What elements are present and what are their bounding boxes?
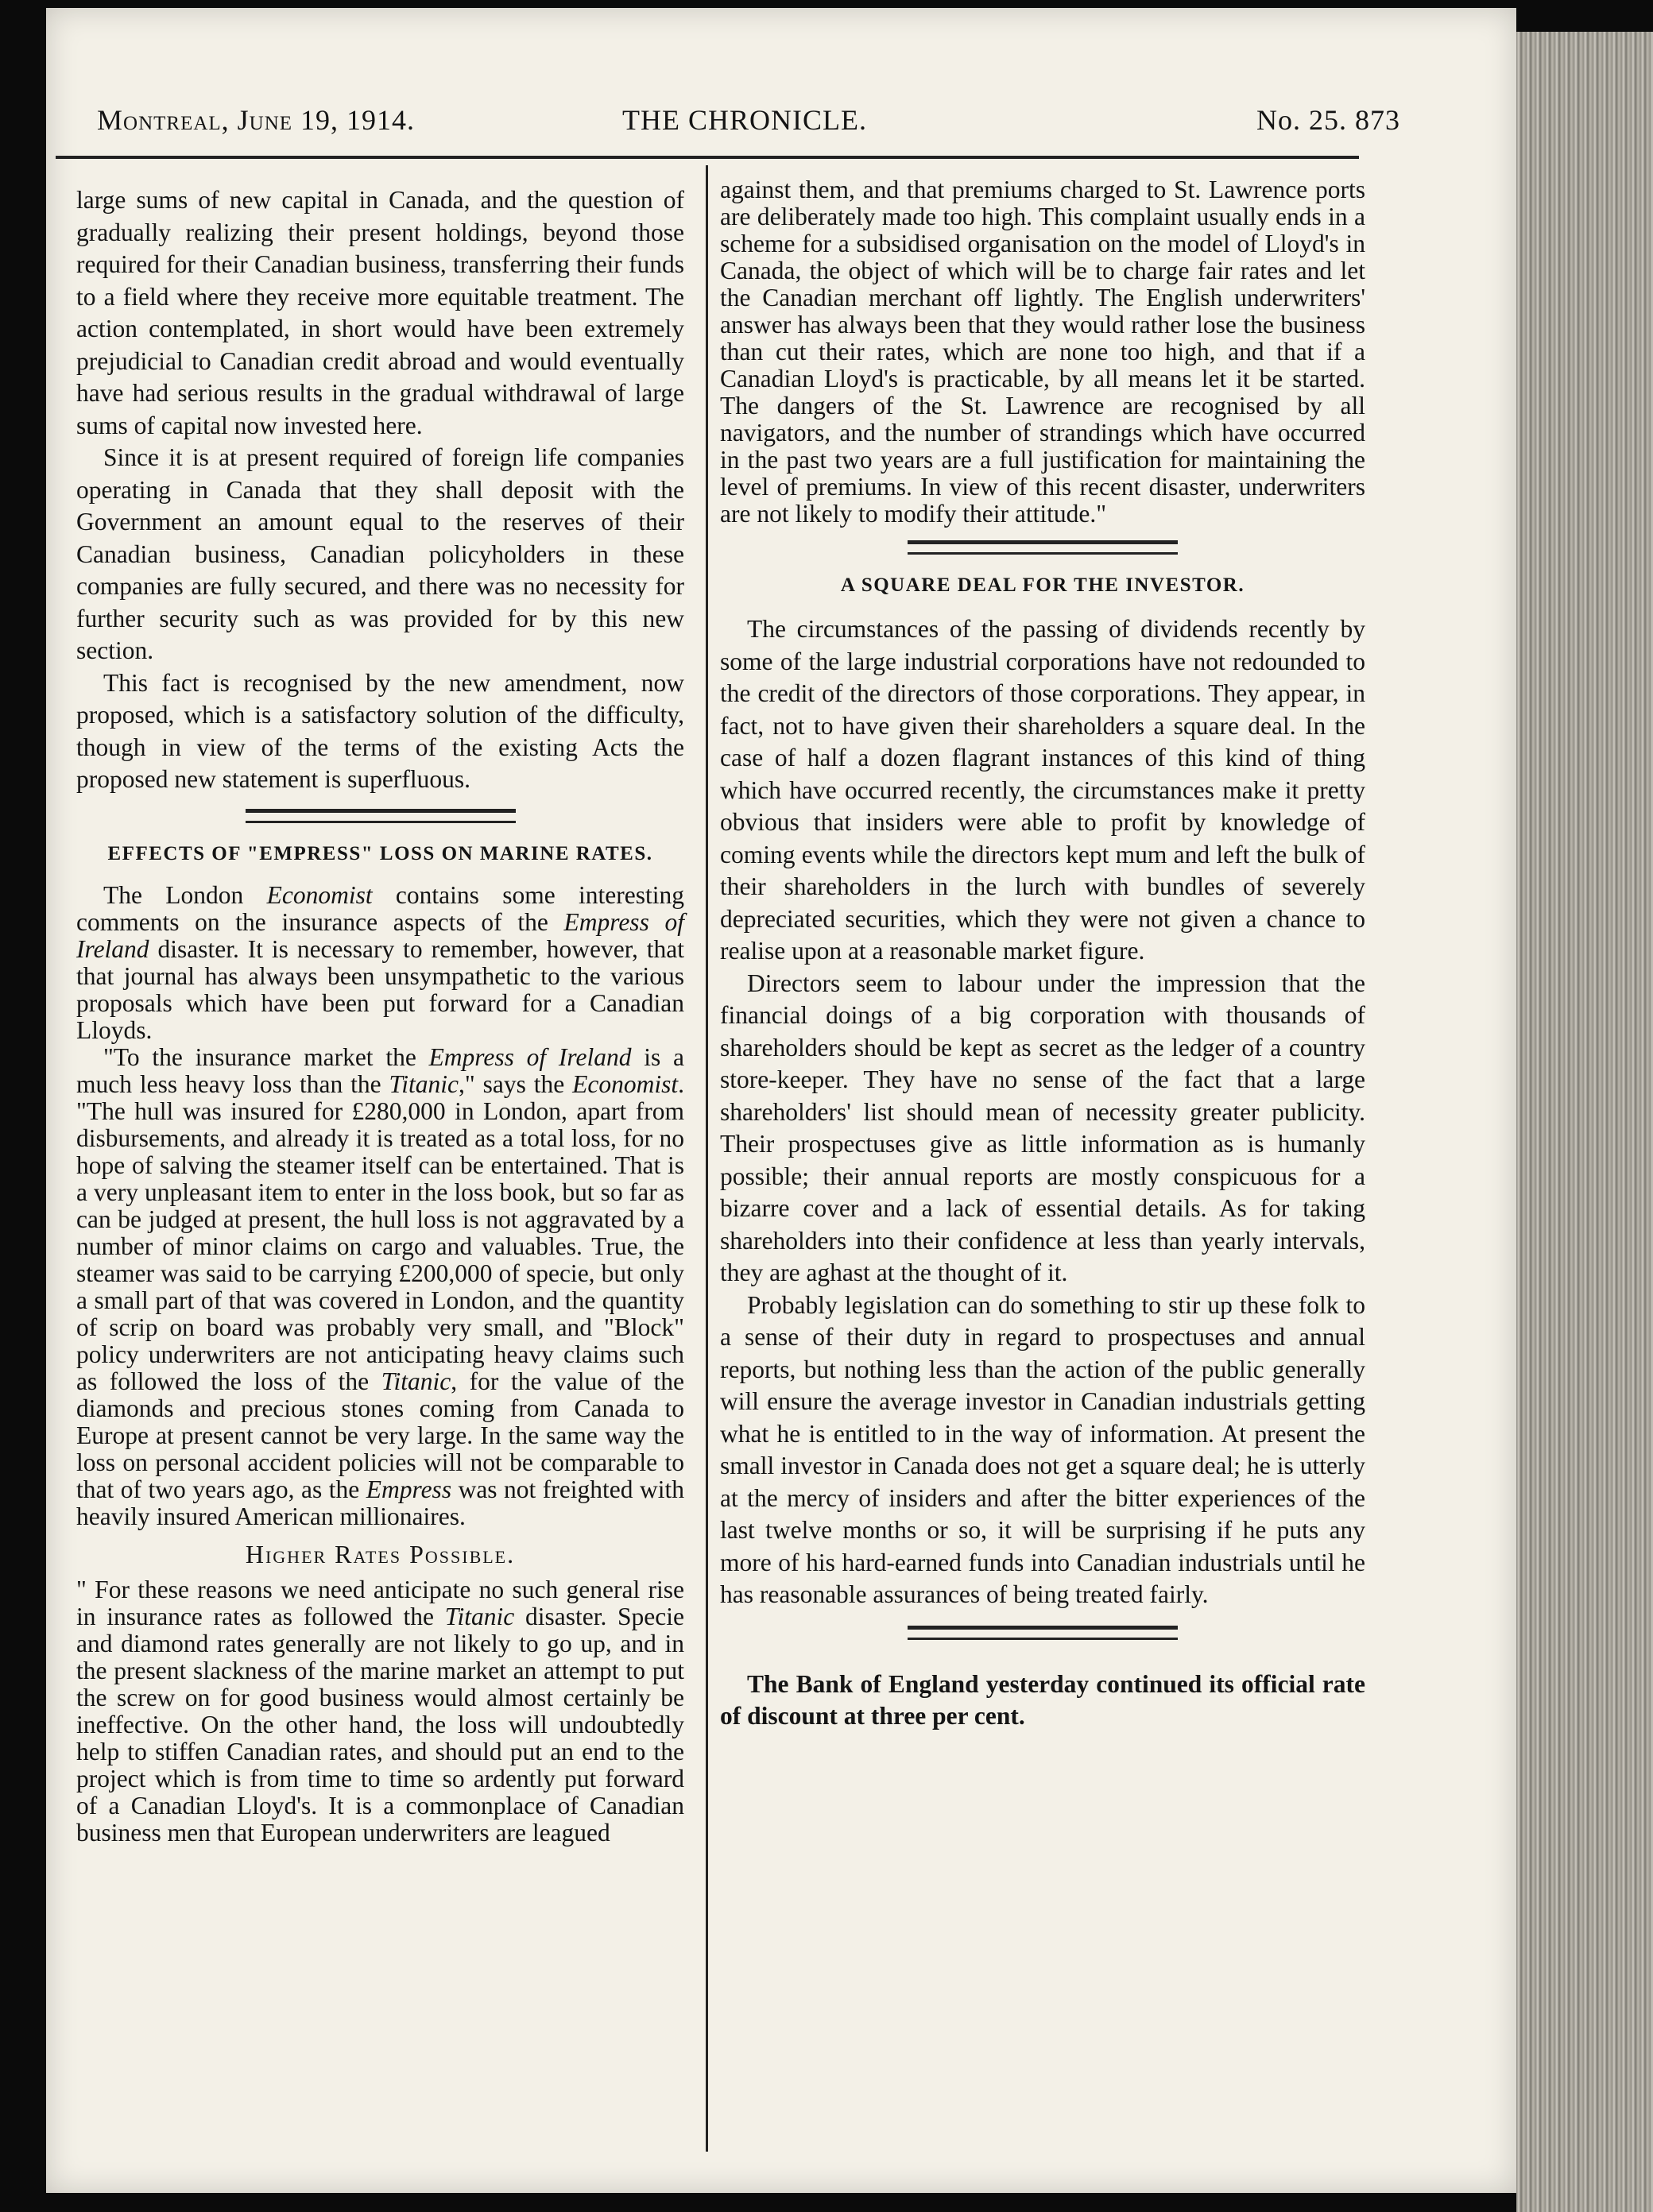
right-column: [720, 176, 1365, 1733]
section-rule-right: [908, 540, 1178, 555]
right-paragraph-1: against them, and that premiums charged to St. Lawrence ports are deliberately made too high. This complaint usually ends in a scheme for a subsidised organisation on the model of Lloyd's in Canada, the object of which will be to charge fair rates and let the Canadian merchant off lightly. The English underwriters' answer has always been that they would rather lose the business than cut their rates, which are none too high, and that if a Canadian Lloyd's is practicable, by all means let it be started. The dangers of the St. Lawrence are recognised by all navigators, and the number of strandings which have occurred in the past two years are a full justification for maintaining the level of premiums. In view of this recent disaster, underwriters are not likely to modify their attitude.": [720, 176, 1365, 528]
left-paragraph-6: " For these reasons we need anticipate no such general rise in insurance rates as followed the Titanic disaster. Specie and diamond rates generally are not likely to go up, and in the present slackness of the marine market an attempt to put the screw on for good business would almost certainly be ineffective. On the other hand, the loss will undoubtedly help to stiffen Canadian rates, and should put an end to the project which is from time to time so ardently put forward of a Canadian Lloyd's. It is a commonplace of Canadian business men that European underwriters are leagued: [76, 1576, 685, 1847]
column-divider: [706, 165, 708, 2152]
page-header: [97, 103, 1400, 138]
left-paragraph-5: "To the insurance market the Empress of Ireland is a much less heavy loss than the Titanic," says the Economist. "The hull was insured for £280,000 in London, apart from disbursements, and already it is treated as a total loss, for no hope of salving the steamer itself can be entertained. That is a very unpleasant item to enter in the loss book, but so far as can be judged at present, the hull loss is not aggravated by a number of minor claims on cargo and valuables. True, the steamer was said to be carrying £200,000 of specie, but only a small part of that was covered in London, and the quantity of scrip on board was probably very small, and "Block" policy underwriters are not anticipating heavy claims such as followed the loss of the Titanic, for the value of the diamonds and precious stones coming from Canada to Europe at present cannot be very large. In the same way the loss on personal accident policies will not be comparable to that of two years ago, as the Empress was not freighted with heavily insured American millionaires.: [76, 1042, 685, 1530]
left-paragraph-3: This fact is recognised by the new amendment, now proposed, which is a satisfactory solution of the difficulty, though in view of the terms of the existing Acts the proposed new statement is superfluous.: [76, 668, 684, 793]
header-rule: [56, 156, 1359, 159]
subheading-higher-rates: Higher Rates Possible.: [245, 1539, 516, 1568]
page-stack-edge: [1516, 32, 1653, 2212]
right-paragraph-2: The circumstances of the passing of dividends recently by some of the large industrial corporations have not redounded to the credit of the directors of those corporations. They appear, in fact, not to have given their shareholders a square deal. In the case of half a dozen flagrant instances of this kind of thing which have occurred recently, the circumstances make it pretty obvious that insiders were able to profit by knowledge of coming events while the directors kept mum and left the bulk of their shareholders in the lurch with bundles of severely depreciated securities, which they were not given a chance to realise upon at a reasonable market figure.: [720, 615, 1365, 965]
article-heading-empress: EFFECTS OF "EMPRESS" LOSS ON MARINE RATES.: [107, 842, 653, 864]
right-paragraph-5: The Bank of England yesterday continued its official rate of discount at three per cent.: [720, 1669, 1365, 1730]
left-paragraph-2: Since it is at present required of foreign life companies operating in Canada that they shall deposit with the Government an amount equal to the reserves of their Canadian business, Canadian policyholders in these companies are fully secured, and there was no necessity for further security such as was provided for by this new section.: [76, 443, 684, 664]
header-title: THE CHRONICLE.: [622, 104, 867, 136]
left-paragraph-1: large sums of new capital in Canada, and the question of gradually realizing their present holdings, beyond those required for their Canadian business, transferring their funds to a field where they receive more equitable treatment. The action contemplated, in short would have been extremely prejudicial to Canadian credit abroad and would eventually have had serious results in the gradual withdrawal of large sums of capital now invested here.: [76, 186, 684, 439]
left-paragraph-4: The London Economist contains some interesting comments on the insurance aspects of the Empress of Ireland disaster. It is necessary to remember, however, that that journal has always been unsympathetic to the various proposals which have been put forward for a Canadian Lloyds.: [76, 880, 684, 1044]
right-paragraph-4: Probably legislation can do something to stir up these folk to a sense of their duty in regard to prospectuses and annual reports, but nothing less than the action of the public generally will ensure the average investor in Canadian industrials getting what he is entitled to in the way of information. At present the small investor in Canada does not get a square deal; he is utterly at the mercy of insiders and after the bitter experiences of the last twelve months or so, it will be surprising if he puts any more of his hard-earned funds into Canadian industrials until he has reasonable assurances of being treated fairly.: [720, 1290, 1365, 1608]
right-paragraph-3: Directors seem to labour under the impression that the financial doings of a big corporation with thousands of shareholders should be kept as secret as the ledger of a country store-keeper. They have no sense of the fact that a large shareholders' list should mean of necessity greater publicity. Their prospectuses give as little information as is humanly possible; their annual reports are mostly conspicuous for a bizarre cover and a lack of essential details. As for taking shareholders into their confidence at less than yearly intervals, they are aghast at the thought of it.: [720, 969, 1365, 1286]
left-column: [76, 184, 684, 1847]
header-date: Montreal, June 19, 1914.: [97, 104, 416, 136]
section-rule-bottom: [908, 1626, 1178, 1640]
article-heading-square-deal: A SQUARE DEAL FOR THE INVESTOR.: [840, 574, 1245, 596]
header-page-number: No. 25. 873: [1256, 104, 1400, 136]
section-rule-left: [246, 809, 516, 823]
